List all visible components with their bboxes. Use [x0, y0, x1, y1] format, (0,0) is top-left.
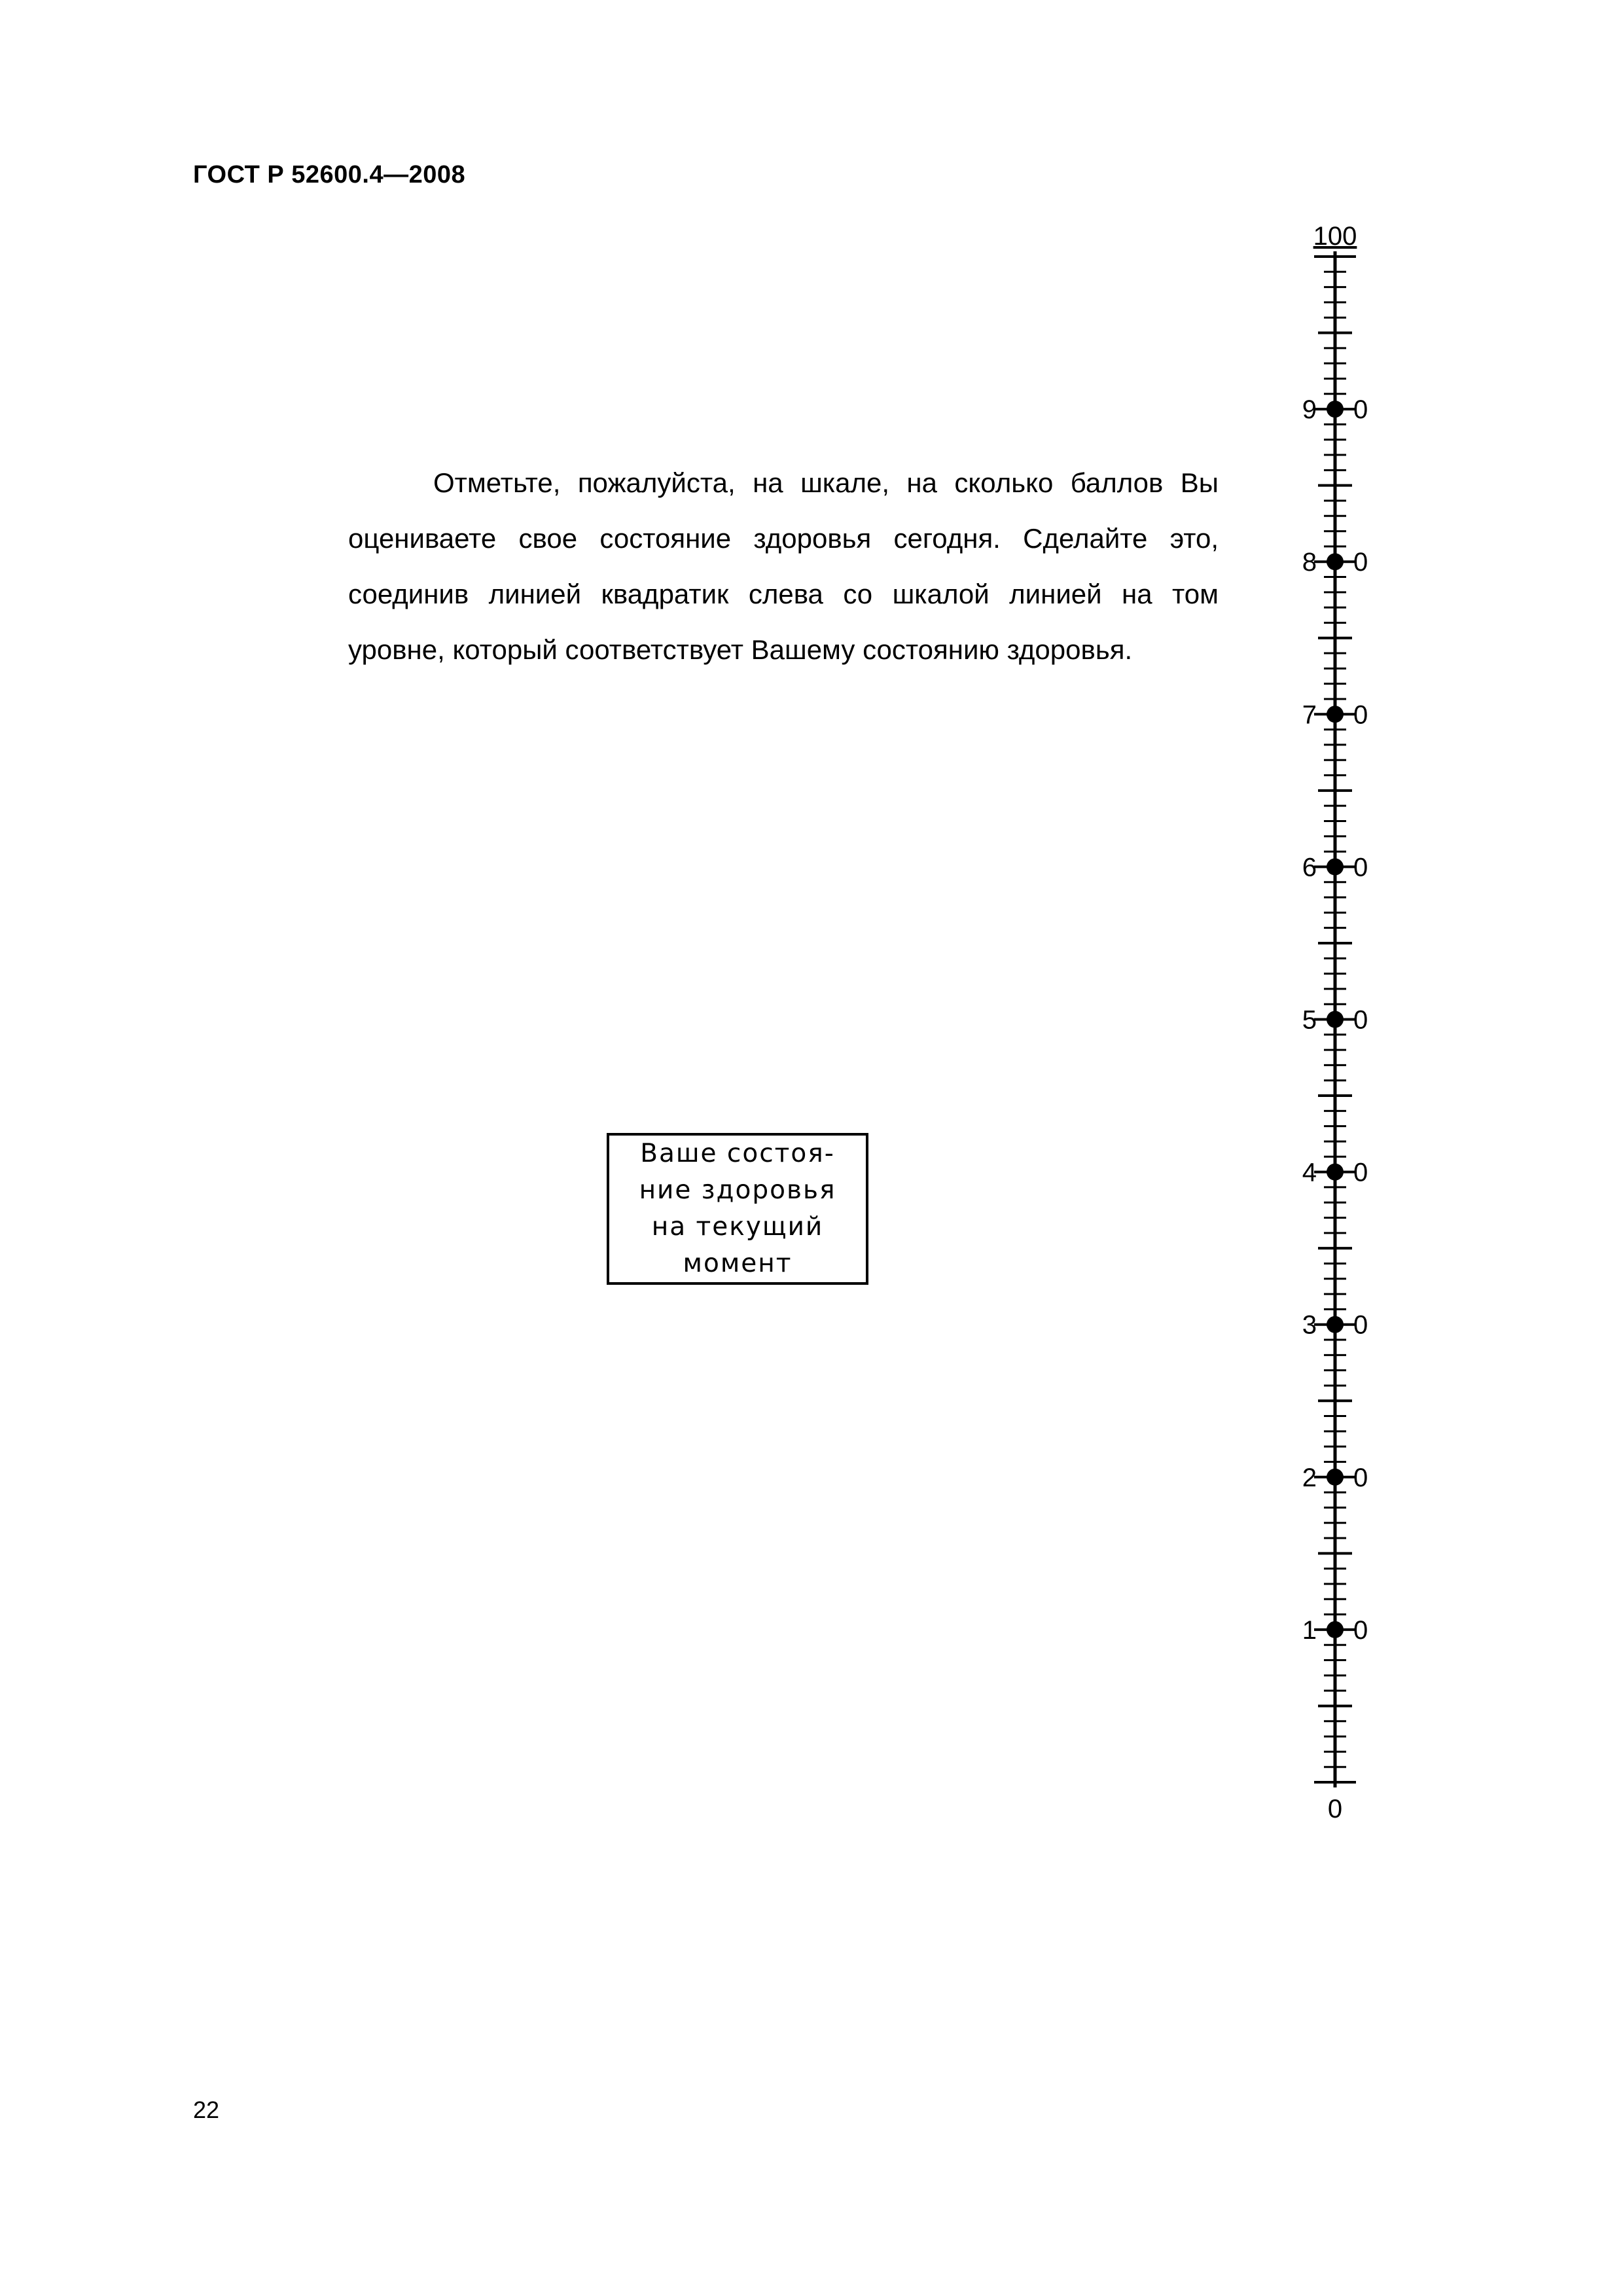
instruction-text: Отметьте, пожалуйста, на шкале, на сколько баллов Вы оцениваете свое состояние здоровья сегодня. Сделайте это, соединив линией квадратик слева со шкалой линией на том уровне, который соответствует Вашему состоянию здоровья.	[348, 467, 1219, 665]
scale-label-left-digit: 2	[1302, 1463, 1317, 1492]
scale-label-right-digit: 0	[1353, 1615, 1368, 1645]
scale-label-right-digit: 0	[1353, 1463, 1368, 1492]
scale-bottom-label: 0	[1327, 1795, 1343, 1823]
scale-label-right-digit: 0	[1353, 1158, 1368, 1187]
page-number: 22	[193, 2096, 220, 2123]
scale-top-label: 100	[1313, 222, 1357, 251]
scale-major-dot	[1327, 706, 1344, 723]
scale-label-right-digit: 0	[1353, 395, 1368, 425]
scale-major-dot	[1327, 1316, 1344, 1333]
scale-label-left-digit: 1	[1302, 1615, 1317, 1645]
document-standard-code: ГОСТ Р 52600.4—2008	[193, 161, 466, 188]
scale-label-left-digit: 5	[1302, 1005, 1317, 1035]
scale-label-left-digit: 8	[1302, 548, 1317, 577]
scale-label-right-digit: 0	[1353, 853, 1368, 882]
scale-label-right-digit: 0	[1353, 700, 1368, 730]
scale-major-dot	[1327, 1011, 1344, 1028]
scale-label-right-digit: 0	[1353, 548, 1368, 577]
scale-major-dot	[1327, 1469, 1344, 1486]
scale-label-left-digit: 7	[1302, 700, 1317, 730]
scale-label-left-digit: 9	[1302, 395, 1317, 425]
scale-major-dot	[1327, 1621, 1344, 1638]
scale-major-dot	[1327, 858, 1344, 875]
scale-label-left-digit: 3	[1302, 1310, 1317, 1340]
health-state-box-label: Ваше состоя- ние здоровья на текущий момент	[639, 1139, 836, 1278]
scale-major-dot	[1327, 401, 1344, 418]
scale-label-right-digit: 0	[1353, 1310, 1368, 1340]
scale-label-left-digit: 4	[1302, 1158, 1317, 1187]
scale-label-right-digit: 0	[1353, 1005, 1368, 1035]
scale-major-dot	[1327, 553, 1344, 570]
scale-label-left-digit: 6	[1302, 853, 1317, 882]
scale-major-dot	[1327, 1164, 1344, 1181]
